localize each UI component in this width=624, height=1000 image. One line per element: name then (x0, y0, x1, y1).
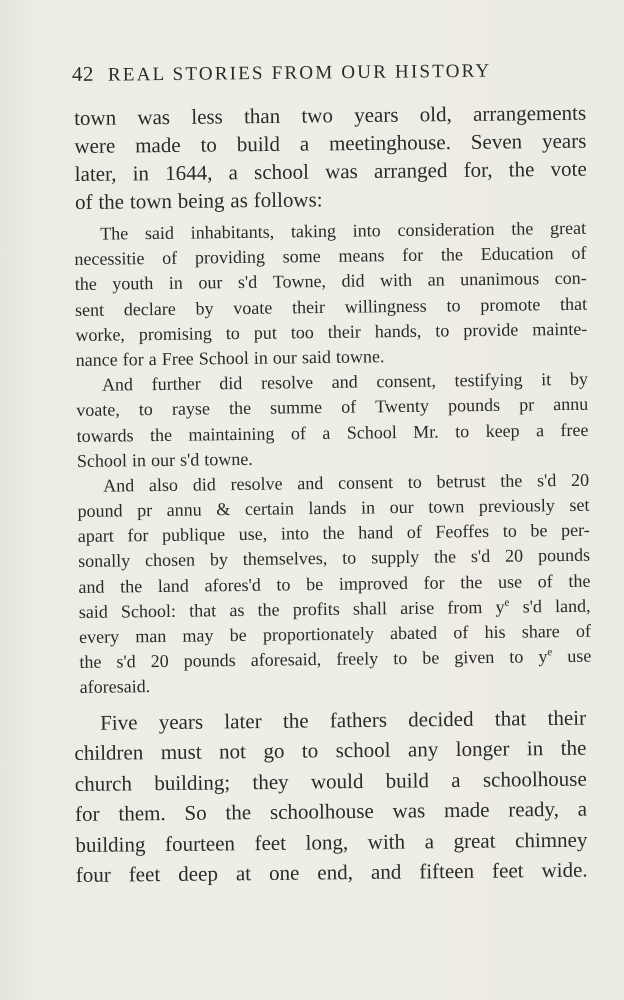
word: previously (478, 495, 555, 517)
word: the (460, 571, 483, 592)
word: his (484, 621, 506, 643)
word: sonally (78, 550, 131, 572)
word: voate (233, 297, 273, 318)
word: summe (269, 397, 323, 418)
word: the (568, 570, 591, 591)
word: share (521, 621, 560, 642)
word: pounds (537, 545, 591, 566)
word: later (224, 709, 262, 734)
word: vote (550, 156, 587, 182)
word: School: (120, 600, 177, 622)
word: And (103, 475, 135, 496)
word: by (209, 549, 229, 570)
word: also (148, 474, 179, 495)
word: s'd (522, 596, 543, 617)
word: school (253, 159, 310, 185)
word: and (297, 472, 324, 494)
word: the (508, 157, 535, 182)
word: church (74, 771, 133, 796)
word: did (219, 373, 243, 394)
word: consideration (397, 218, 495, 241)
word: fathers (329, 707, 388, 733)
text-line (76, 855, 588, 891)
word: for (122, 349, 144, 370)
word: fourteen (164, 830, 236, 856)
word: one (268, 860, 300, 885)
word: land, (554, 595, 591, 616)
word: of (74, 189, 93, 214)
word: youth (112, 273, 154, 294)
word: free (560, 419, 589, 440)
word: $y^e$ (495, 596, 510, 617)
word: the (322, 522, 345, 544)
word: resolve (230, 473, 283, 494)
word: that (189, 600, 217, 621)
word: the (120, 575, 143, 597)
word: town (129, 188, 173, 214)
word: use (497, 571, 523, 592)
word: build (236, 131, 281, 157)
word: resolve (260, 372, 314, 393)
word: said (144, 222, 175, 244)
word: to (393, 648, 408, 669)
word: their (291, 296, 326, 317)
word: go (263, 739, 285, 764)
word: be (229, 624, 247, 646)
text-line (75, 155, 587, 188)
word: abated (389, 622, 438, 644)
word: a (228, 160, 239, 185)
word: our (272, 347, 297, 368)
word: to (509, 646, 524, 667)
word: set (569, 494, 590, 516)
word: hands, (374, 320, 422, 342)
word: the (500, 470, 523, 491)
word: of (406, 522, 422, 543)
word: use (567, 645, 592, 667)
word: any (407, 737, 439, 762)
word: did (341, 270, 365, 292)
word: by (569, 368, 589, 390)
word: improved (338, 572, 409, 594)
word: 20 (150, 651, 169, 672)
word: be (530, 520, 548, 541)
word: 20 (504, 545, 524, 567)
word: old, (419, 102, 452, 127)
word: end, (317, 860, 354, 885)
word: the (282, 708, 309, 733)
word: a (322, 422, 331, 443)
word: was (392, 798, 426, 823)
word: arise (400, 597, 435, 618)
word: inhabitants, (190, 221, 275, 243)
word: in (253, 347, 268, 368)
word: taking (290, 220, 337, 242)
word: the (257, 599, 280, 620)
word: pr (136, 500, 153, 521)
word: pounds (183, 650, 236, 671)
word: longer (455, 736, 510, 762)
word: proportionately (262, 623, 375, 645)
word: arrangements (472, 100, 587, 126)
word: made (443, 797, 490, 823)
word: lands (308, 497, 347, 519)
word: 1644, (165, 160, 213, 186)
word: Twenty (375, 395, 430, 417)
word: the (79, 651, 102, 673)
word: our (198, 272, 223, 293)
word: to (407, 471, 422, 492)
word: sent (74, 299, 105, 320)
word: long, (305, 829, 349, 855)
word: aforesaid, (250, 649, 322, 671)
word: Mr. (413, 421, 439, 442)
word: for (127, 525, 149, 546)
paragraph-intro (74, 99, 587, 216)
word: towards (76, 424, 134, 446)
word: for (402, 244, 424, 266)
word: and (370, 859, 402, 884)
word: necessitie (74, 248, 145, 270)
word: to (301, 738, 319, 764)
word: mainte- (532, 318, 588, 340)
word: their (327, 321, 361, 342)
word: Seven (470, 129, 523, 154)
word: in (360, 497, 376, 518)
word: s'd (470, 546, 491, 567)
word: con- (554, 268, 587, 289)
word: some (282, 246, 321, 267)
word: their (547, 705, 587, 731)
word: less (191, 104, 223, 129)
word: And (101, 374, 134, 395)
word: as (229, 599, 245, 620)
word: nance (75, 349, 118, 370)
word: s'd (237, 272, 258, 293)
word: of (571, 242, 587, 264)
word: that (559, 293, 588, 314)
word: s'd (179, 449, 200, 470)
word: of (537, 570, 553, 591)
word: themselves, (242, 548, 328, 570)
word: two (301, 103, 334, 128)
word: aforesaid. (79, 676, 151, 698)
word: in (526, 736, 544, 761)
quoted-town-vote (74, 216, 592, 701)
word: our (389, 496, 414, 518)
word: Education (480, 243, 554, 265)
word: promising (138, 323, 212, 344)
word: keep (485, 420, 520, 441)
word: would (310, 768, 364, 794)
word: consent, (376, 370, 436, 392)
word: consent (337, 471, 394, 493)
word: our (150, 449, 176, 470)
word: for, (463, 157, 493, 182)
word: Five (100, 710, 138, 735)
word: of (341, 396, 357, 418)
word: betrust (436, 470, 486, 492)
word: supply (371, 547, 420, 568)
word: apart (77, 525, 114, 547)
word: were (74, 133, 116, 158)
word: pound (77, 500, 123, 522)
word: four (75, 862, 111, 887)
word: arranged (373, 158, 448, 183)
word: School (346, 421, 397, 443)
word: into (280, 523, 310, 544)
word: maintaining (188, 423, 275, 445)
word: building; (154, 770, 231, 795)
word: children (74, 740, 144, 766)
word: rayse (171, 398, 211, 420)
word: for (74, 801, 100, 827)
word: a (535, 419, 545, 440)
word: the (440, 244, 464, 265)
word: meetinghouse. (328, 130, 452, 156)
word: promote (480, 293, 541, 315)
word: willingness (344, 295, 427, 317)
word: of (290, 422, 307, 443)
word: School (76, 450, 128, 471)
word: of (453, 622, 469, 643)
word: great (453, 828, 496, 853)
word: to (455, 420, 470, 441)
word: publique (161, 524, 226, 546)
word: build (385, 768, 430, 793)
word: did (192, 474, 216, 495)
word: in (132, 161, 150, 186)
word: may (182, 625, 214, 646)
word: means (338, 245, 385, 266)
word: Free (161, 348, 194, 369)
text-line (74, 703, 586, 739)
word: school (335, 738, 391, 763)
word: years (541, 128, 587, 154)
word: was (137, 104, 171, 130)
word: the (433, 546, 457, 568)
word: wide. (541, 857, 588, 883)
word: man (135, 625, 167, 647)
word: freely (336, 648, 379, 670)
word: So (184, 800, 207, 826)
word: schoolhouse (482, 766, 587, 792)
word: them. (118, 801, 166, 826)
word: follows: (253, 187, 323, 213)
word: put (253, 322, 277, 343)
word: pounds (447, 395, 501, 416)
word: by (195, 297, 214, 319)
word: Towne, (272, 271, 327, 292)
word: hand (358, 522, 394, 543)
word: to (225, 322, 240, 343)
word: a (577, 796, 588, 821)
word: to (435, 320, 450, 341)
word: chimney (514, 827, 588, 852)
word: deep (178, 861, 219, 886)
word: be (306, 573, 324, 594)
word: voate, (76, 399, 120, 421)
word: great (549, 217, 587, 239)
text-line (75, 183, 587, 216)
word: Feoffes (435, 521, 490, 542)
word: and (331, 371, 358, 392)
word: decided (408, 706, 474, 732)
word: feet (491, 858, 524, 883)
word: being (177, 188, 225, 213)
word: towne. (204, 448, 253, 470)
word: a (148, 348, 157, 370)
word: feet (128, 862, 161, 887)
word: in (131, 449, 147, 470)
word: the (149, 424, 173, 445)
word: schoolhouse (269, 799, 374, 825)
page-header (72, 57, 542, 92)
word: the (511, 218, 534, 239)
word: made (135, 132, 181, 158)
word: to (502, 520, 517, 542)
word: shall (352, 598, 388, 619)
text-line (75, 794, 587, 830)
word: declare (123, 298, 176, 319)
word: certain (244, 498, 294, 519)
word: for (423, 572, 445, 593)
word: the (74, 274, 97, 295)
word: $y^e$ (538, 646, 553, 667)
word: must (160, 740, 202, 765)
word: & (216, 499, 231, 520)
word: a (299, 131, 310, 156)
word: the (560, 736, 587, 761)
word: later, (74, 161, 117, 186)
word: from (447, 596, 483, 618)
word: to (276, 574, 291, 595)
word: per- (560, 519, 590, 541)
word: provide (463, 319, 519, 341)
word: unanimous (460, 268, 540, 290)
word: given (454, 647, 495, 668)
word: years (354, 102, 399, 128)
word: the (98, 189, 125, 214)
word: worke, (75, 324, 125, 345)
word: to (200, 132, 217, 157)
word: to (342, 548, 357, 569)
word: too (290, 321, 314, 343)
word: the (228, 398, 252, 419)
word: was (324, 159, 358, 184)
word: fifteen (419, 858, 475, 884)
word: ready, (508, 797, 560, 822)
word: years (158, 709, 204, 735)
word: that (494, 706, 527, 731)
word: towne. (335, 346, 385, 367)
word: be (422, 647, 440, 668)
word: chosen (144, 549, 196, 571)
word: feet (254, 830, 287, 855)
word: of (162, 247, 178, 269)
word: afores'd (204, 574, 261, 596)
word: s'd (116, 651, 136, 672)
word: annu (166, 499, 202, 520)
word: further (151, 373, 201, 395)
word: every (78, 626, 120, 647)
word: The (100, 223, 129, 244)
word: annu (553, 394, 589, 415)
word: building (75, 831, 146, 857)
word: an (427, 269, 445, 291)
word: town (428, 496, 465, 517)
word: testifying (454, 369, 523, 391)
word: town (74, 105, 117, 130)
word: a (424, 828, 435, 853)
paragraph-schoolhouse (74, 703, 588, 891)
word: land (157, 575, 189, 596)
word: into (352, 220, 381, 241)
word: said (301, 346, 331, 368)
word: providing (194, 246, 266, 268)
word: School (198, 347, 249, 369)
word: at (235, 861, 252, 886)
word: in (168, 273, 184, 294)
word: as (230, 188, 248, 213)
word: profits (292, 598, 340, 620)
word: it (541, 369, 552, 390)
word: and (78, 576, 105, 597)
word: with (379, 270, 413, 291)
word: of (575, 620, 592, 641)
page-number: 42 (71, 61, 95, 86)
word: use, (238, 523, 268, 545)
running-head: REAL STORIES FROM OUR HISTORY (107, 60, 492, 86)
word: 20 (570, 469, 590, 490)
word: with (367, 829, 406, 854)
word: to (446, 294, 461, 316)
word: a (451, 767, 461, 792)
word: the (225, 800, 252, 825)
word: pr (519, 394, 535, 415)
word: to (138, 399, 153, 420)
word: s'd (536, 470, 557, 491)
word: they (252, 769, 289, 794)
word: not (218, 739, 247, 764)
word: than (243, 103, 281, 129)
word: said (78, 601, 108, 622)
